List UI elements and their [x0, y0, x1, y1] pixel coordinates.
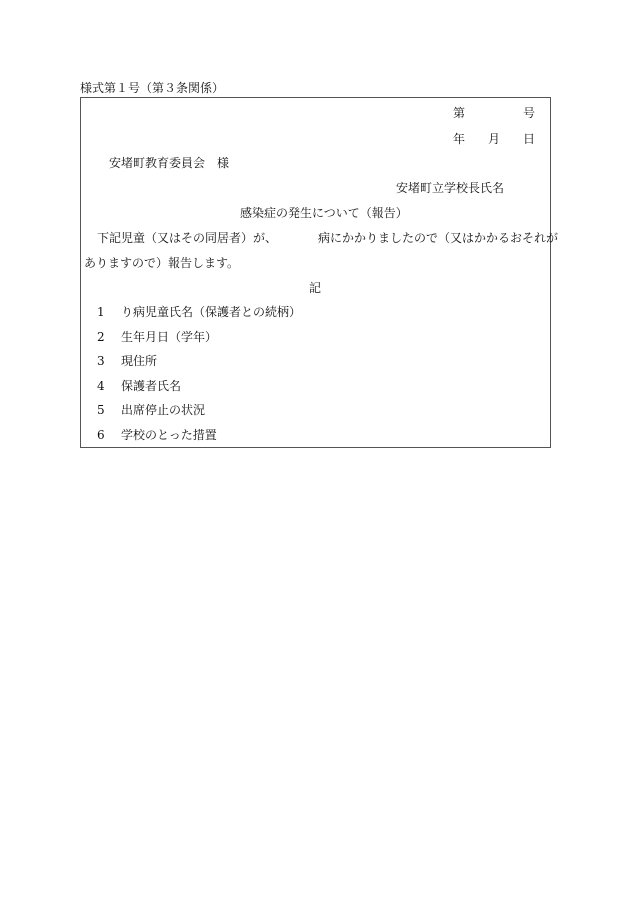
date-month-label: 月 [488, 132, 501, 146]
form-label: 様式第１号（第３条関係） [80, 81, 225, 95]
item-number-6: 6 [97, 428, 105, 442]
number-prefix: 第 [453, 106, 466, 120]
body-text-line2: ありますので）報告します。 [84, 256, 240, 270]
number-suffix: 号 [523, 106, 536, 120]
item-number-5: 5 [97, 403, 105, 417]
report-form-frame [80, 97, 551, 448]
item-number-2: 2 [97, 330, 105, 344]
item-label-5: 出席停止の状況 [121, 403, 206, 417]
item-label-4: 保護者氏名 [121, 379, 182, 393]
body-text-line1-start: 下記児童（又はその同居者）が、 [97, 231, 278, 245]
item-label-3: 現住所 [121, 354, 158, 368]
item-label-2: 生年月日（学年） [121, 330, 218, 344]
item-label-1: り病児童氏名（保護者との続柄） [121, 305, 302, 319]
document-title: 感染症の発生について（報告） [240, 206, 408, 220]
item-label-6: 学校のとった措置 [121, 428, 217, 442]
addressee: 安堵町教育委員会 様 [109, 156, 230, 170]
sender-name: 安堵町立学校長氏名 [396, 181, 505, 195]
item-number-3: 3 [97, 354, 105, 368]
ki-heading: 記 [309, 281, 322, 295]
item-number-1: 1 [97, 305, 105, 319]
body-text-line1-end: 病にかかりましたので（又はかかるおそれが [318, 231, 559, 245]
date-day-label: 日 [523, 132, 536, 146]
item-number-4: 4 [97, 379, 105, 393]
date-year-label: 年 [453, 132, 466, 146]
